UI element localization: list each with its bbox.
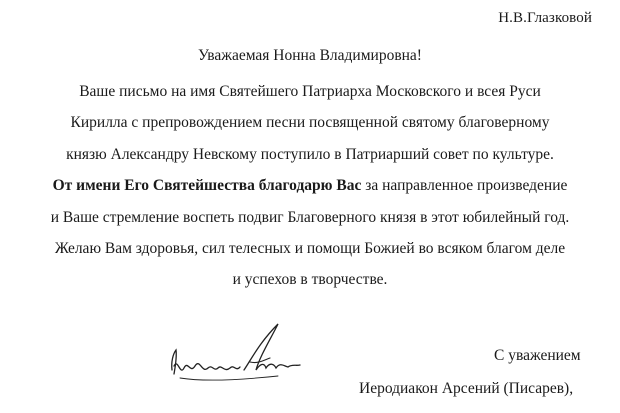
text-run: князю Александру Невскому поступило в Патриарший совет по культуре.: [66, 145, 554, 163]
text-run: и успехов в творчестве.: [232, 271, 388, 289]
handwritten-signature: [160, 318, 310, 390]
text-run: Кирилла с препровождением песни посвященной святому благоверному: [70, 114, 550, 132]
closing-phrase: С уважением: [494, 347, 581, 364]
text-run: Ваше письмо на имя Святейшего Патриарха Московского и всея Руси: [79, 83, 541, 100]
text-run: Желаю Вам здоровья, сил телесных и помощи Божией во всяком благом деле: [54, 240, 566, 258]
greeting: Уважаемая Нонна Владимировна!: [198, 47, 422, 64]
body-line: [0, 202, 620, 233]
body-line: [0, 139, 620, 170]
text-run: за направленное произведение: [361, 177, 568, 195]
bold-text-run: От имени Его Святейшества благодарю Вас: [52, 177, 362, 195]
body-line: [0, 170, 620, 201]
text-run: и Ваше стремление воспеть подвиг Благоверного князя в этот юбилейный год.: [50, 208, 570, 226]
body-line: [0, 264, 620, 295]
body-line: [0, 76, 620, 107]
body-line: [0, 107, 620, 138]
recipient-name: Н.В.Глазковой: [498, 10, 592, 26]
body-line: [0, 233, 620, 264]
letter-body: [0, 76, 620, 296]
sender-name: Иеродиакон Арсений (Писарев),: [359, 380, 574, 397]
